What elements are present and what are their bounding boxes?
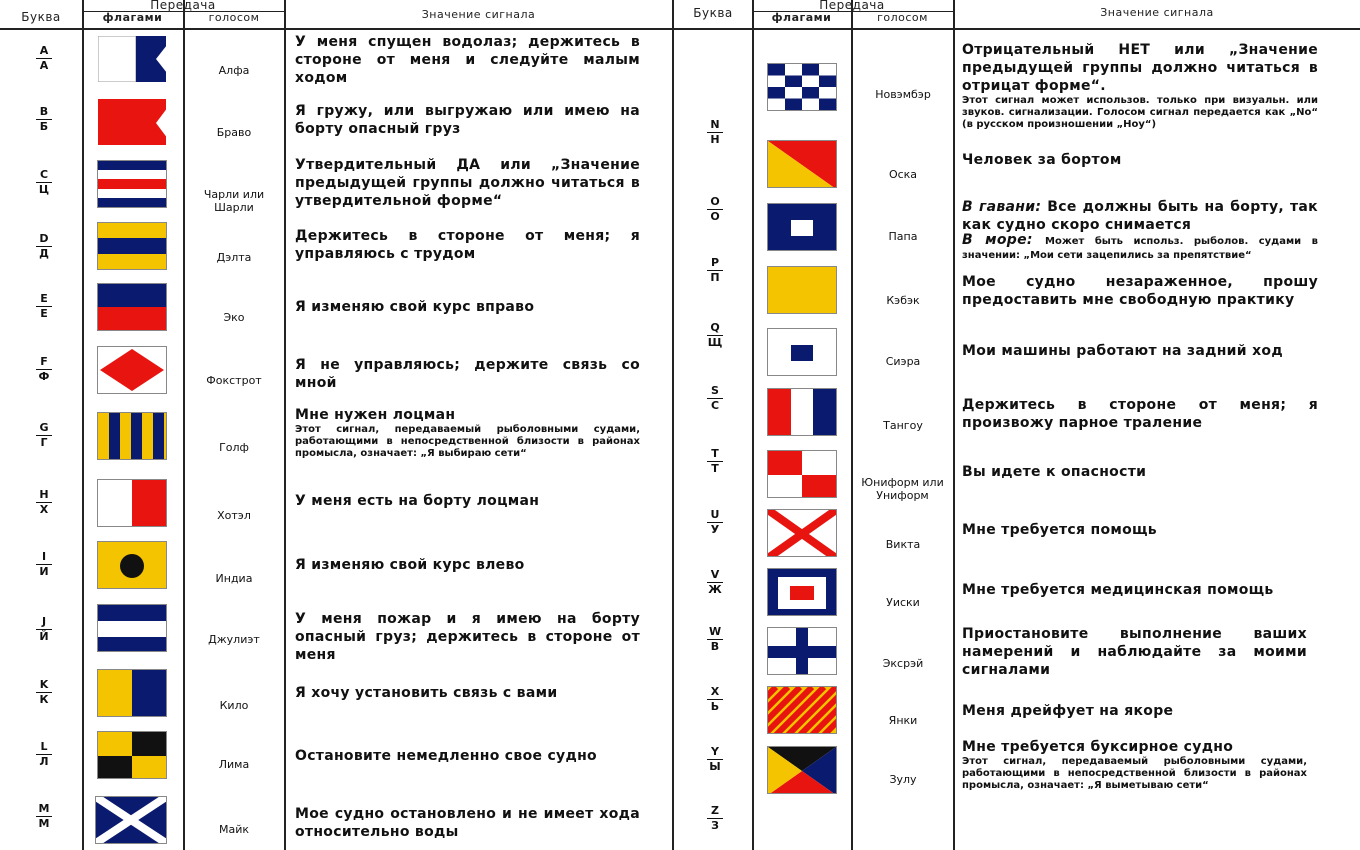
echo-flag-icon (98, 284, 166, 330)
letter-s: S С (700, 384, 730, 413)
letter-f: F Ф (29, 355, 59, 384)
november-flag-icon (768, 64, 836, 110)
header-meaning-right: Значение сигнала (1100, 6, 1214, 19)
voice-juliet: Джулиэт (208, 633, 260, 646)
header-voice-right: голосом (877, 11, 928, 24)
meaning-n: Отрицательный НЕТ или „Значение предыдущей группы должно читаться в отрицат форме“. Этот сигнал может использов. только при визуальн. или звуков. сигнализации. Голосом сигнал передается как „No“ (в русском произношении „Ноу“) (962, 42, 1318, 130)
voice-echo: Эко (223, 311, 245, 324)
alfa-flag-icon (98, 36, 166, 82)
meaning-h: У меня есть на борту лоцман (295, 493, 540, 509)
voice-alfa: Алфа (218, 64, 250, 77)
voice-quebec: Кэбэк (886, 294, 920, 307)
voice-bravo: Браво (216, 126, 252, 139)
voice-charlie: Чарли или Шарли (203, 188, 265, 214)
zulu-flag-icon (768, 747, 836, 793)
letter-p: P П (700, 256, 730, 285)
voice-tango: Тангоу (883, 419, 923, 432)
letter-b: B Б (29, 105, 59, 134)
header-meaning: Значение сигнала (421, 8, 536, 21)
mike-flag-icon (96, 797, 166, 843)
xray-flag-icon (768, 628, 836, 674)
meaning-q: Мое судно незараженное, прошу предоставить мне свободную практику (962, 274, 1318, 308)
meaning-s: Мои машины работают на задний ход (962, 343, 1283, 359)
sea-label: В море: (962, 232, 1033, 248)
meaning-j: У меня пожар и я имею на борту опасный груз; держитесь в стороне от меня (295, 611, 640, 663)
letter-u: U У (700, 508, 730, 537)
meaning-u: Вы идете к опасности (962, 464, 1147, 480)
voice-uniform: Юниформ или Униформ (861, 476, 944, 502)
uniform-flag-icon (768, 451, 836, 497)
voice-xray: Экcрэй (882, 657, 924, 670)
meaning-f: Я не управляюсь; держите связь со мной (295, 357, 640, 391)
sierra-flag-icon (768, 329, 836, 375)
letter-m: M М (29, 802, 59, 831)
letter-e: E Е (29, 292, 59, 321)
meaning-d: Держитесь в стороне от меня; я управляюсь с трудом (295, 228, 640, 262)
papa-flag-icon (768, 204, 836, 250)
meaning-g: Мне нужен лоцман Этот сигнал, передаваемый рыболовными судами, работающими в непосредственной близости в районах промысла, означает: „Я выбираю сети“ (295, 407, 640, 459)
letter-c: C Ц (29, 168, 59, 197)
header-voice: голосом (208, 11, 260, 24)
foxtrot-flag-icon (98, 347, 166, 393)
voice-victor: Викта (885, 538, 921, 551)
voice-lima: Лима (218, 758, 250, 771)
letter-v: V Ж (708, 568, 722, 596)
voice-yankee: Янки (888, 714, 918, 727)
meaning-w: Мне требуется медицинская помощь (962, 582, 1274, 598)
kilo-flag-icon (98, 670, 166, 716)
header-flags: флагами (102, 11, 163, 24)
meaning-y: Меня дрейфует на якоре (962, 703, 1174, 719)
india-flag-icon (98, 542, 166, 588)
bravo-flag-icon (98, 99, 166, 145)
meaning-c: Утвердительный ДА или „Значение предыдущей группы должно читаться в утвердительной форме“ (295, 157, 640, 209)
letter-y: Y Ы (700, 745, 730, 774)
note-z: Этот сигнал, передаваемый рыболовными судами, работающими в непосредственной близости в районах промысла, означает: „Я выметываю сети“ (962, 756, 1307, 791)
voice-whiskey: Уиски (886, 596, 920, 609)
voice-mike: Майк (218, 823, 250, 836)
voice-delta: Дэлта (216, 251, 252, 264)
oscar-flag-icon (768, 141, 836, 187)
letter-l: L Л (29, 740, 59, 769)
voice-foxtrot: Фокстрот (206, 374, 262, 387)
voice-sierra: Сиэра (885, 355, 921, 368)
note-n: Этот сигнал может использов. только при визуальн. или звуков. сигнализации. Голосом сигнал передается как „No“ (в русском произношении „Ноу“) (962, 95, 1318, 130)
note-g: Этот сигнал, передаваемый рыболовными судами, работающими в непосредственной близости в районах промысла, означает: „Я выбираю сети“ (295, 424, 640, 459)
letter-h: H Х (29, 488, 59, 517)
voice-golf: Голф (219, 441, 249, 454)
voice-papa: Папа (888, 230, 918, 243)
meaning-i: Я изменяю свой курс влево (295, 557, 525, 573)
tango-flag-icon (768, 389, 836, 435)
harbor-label: В гавани: (962, 199, 1042, 215)
letter-d: D Д (29, 232, 59, 261)
quebec-flag-icon (768, 267, 836, 313)
meaning-e: Я изменяю свой курс вправо (295, 299, 535, 315)
charlie-flag-icon (98, 161, 166, 207)
letter-t: T Т (700, 447, 730, 476)
meaning-b: Я гружу, или выгружаю или имею на борту опасный груз (295, 103, 640, 137)
delta-flag-icon (98, 223, 166, 269)
header-transmission-right: Передача (819, 0, 885, 12)
meaning-k: Я хочу установить связь с вами (295, 685, 558, 701)
letter-x: X Ь (700, 685, 730, 714)
letter-n: N Н (700, 118, 730, 147)
meaning-p: В гавани: Все должны быть на борту, так как судно скоро снимается В море: Может быть использ. рыболов. судами в значении: „Мои сети зацепились за препятствие“ (962, 199, 1318, 261)
voice-november: Новэмбэр (875, 88, 931, 101)
letter-g: G Г (29, 421, 59, 450)
meaning-l: Остановите немедленно свое судно (295, 748, 597, 764)
voice-kilo: Кило (219, 699, 249, 712)
whiskey-flag-icon (768, 569, 836, 615)
meaning-x: Приостановите выполнение ваших намерений и наблюдайте за моими сигналами (962, 626, 1307, 678)
voice-zulu: Зулу (889, 773, 917, 786)
meaning-a: У меня спущен водолаз; держитесь в стороне от меня и следуйте малым ходом (295, 34, 640, 86)
header-flags-right: флагами (771, 11, 832, 24)
voice-oscar: Оска (888, 168, 918, 181)
letter-k: K К (29, 678, 59, 707)
meaning-o: Человек за бортом (962, 152, 1122, 168)
letter-w: W В (709, 625, 722, 653)
letter-j: J Й (29, 615, 59, 644)
golf-flag-icon (98, 413, 166, 459)
juliet-flag-icon (98, 605, 166, 651)
voice-hotel: Хотэл (217, 509, 251, 522)
letter-q: Q Щ (707, 321, 723, 349)
yankee-flag-icon (768, 687, 836, 733)
header-transmission: Передача (150, 0, 216, 12)
meaning-v: Мне требуется помощь (962, 522, 1157, 538)
meaning-m: Мое судно остановлено и не имеет хода относительно воды (295, 806, 640, 840)
meaning-t: Держитесь в стороне от меня; я произвожу парное траление (962, 397, 1318, 431)
letter-a: A А (29, 44, 59, 73)
meaning-z: Мне требуется буксирное судно Этот сигнал, передаваемый рыболовными судами, работающими в непосредственной близости в районах промысла, означает: „Я выметываю сети“ (962, 739, 1307, 791)
voice-india: Индиа (215, 572, 253, 585)
victor-flag-icon (768, 510, 836, 556)
note-p: Может быть использ. рыболов. судами в значении: „Мои сети зацепились за препятствие“ (962, 236, 1318, 261)
letter-o: O О (700, 195, 730, 224)
lima-flag-icon (98, 732, 166, 778)
header-letter: Буква (21, 10, 61, 24)
letter-z: Z З (700, 804, 730, 833)
letter-i: I И (29, 550, 59, 579)
header-letter-right: Буква (693, 6, 733, 20)
hotel-flag-icon (98, 480, 166, 526)
